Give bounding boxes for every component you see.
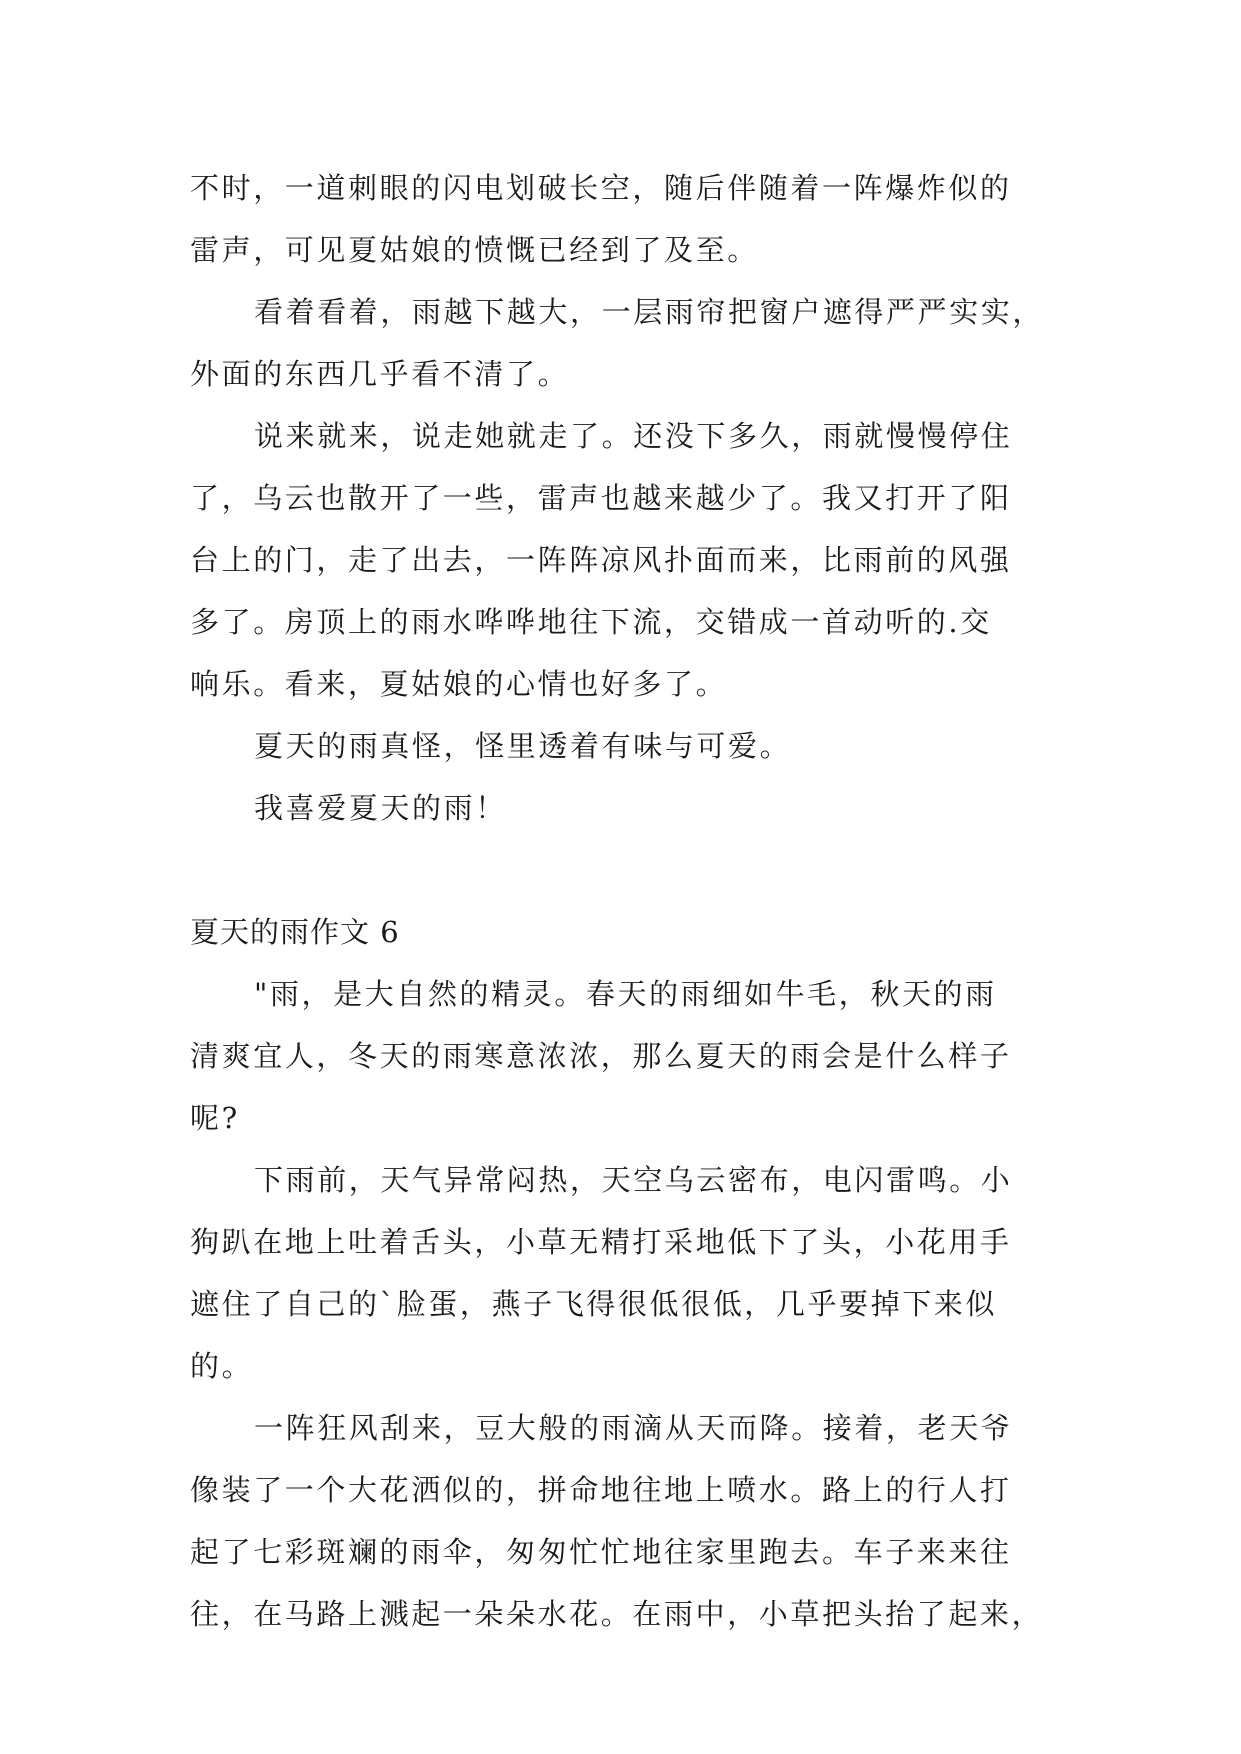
text-line: 看着看着，雨越下越大，一层雨帘把窗户遮得严严实实， (254, 295, 1045, 329)
text-line: 往，在马路上溅起一朵朵水花。在雨中，小草把头抬了起来， (190, 1597, 1044, 1631)
text-line: 一阵狂风刮来，豆大般的雨滴从天而降。接着，老天爷 (254, 1411, 1013, 1445)
text-line: 不时，一道刺眼的闪电划破长空，随后伴随着一阵爆炸似的 (190, 171, 1012, 205)
text-line: 了，乌云也散开了一些，雷声也越来越少了。我又打开了阳 (190, 481, 1012, 515)
paragraph (190, 405, 1062, 715)
paragraph (190, 281, 1062, 405)
paragraph (190, 715, 1062, 777)
text-line: 外面的东西几乎看不清了。 (190, 357, 570, 391)
text-line: 起了七彩斑斓的雨伞，匆匆忙忙地往家里跑去。车子来来往 (190, 1535, 1012, 1569)
text-line: 说来就来，说走她就走了。还没下多久，雨就慢慢停住 (254, 419, 1013, 453)
document-page (190, 157, 1062, 1645)
text-line: 我喜爱夏天的雨！ (254, 791, 507, 825)
paragraph (190, 1397, 1062, 1645)
section-gap (190, 839, 1062, 901)
section-title: 夏天的雨作文 6 (190, 915, 400, 949)
text-line: 的。 (190, 1349, 254, 1383)
paragraph (190, 1149, 1062, 1397)
paragraph (190, 157, 1062, 281)
text-line: 响乐。看来，夏姑娘的心情也好多了。 (190, 667, 728, 701)
text-line: "雨，是大自然的精灵。春天的雨细如牛毛，秋天的雨 (254, 977, 997, 1011)
text-line: 多了。房顶上的雨水哗哗地往下流，交错成一首动听的.交 (190, 605, 992, 639)
text-line: 下雨前，天气异常闷热，天空乌云密布，电闪雷鸣。小 (254, 1163, 1013, 1197)
text-line: 遮住了自己的`脸蛋，燕子飞得很低很低，几乎要掉下来似 (190, 1287, 998, 1321)
text-line: 清爽宜人，冬天的雨寒意浓浓，那么夏天的雨会是什么样子 (190, 1039, 1012, 1073)
paragraph (190, 963, 1062, 1149)
paragraph (190, 777, 1062, 839)
text-line: 雷声，可见夏姑娘的愤慨已经到了及至。 (190, 233, 759, 267)
text-line: 呢? (190, 1101, 240, 1135)
text-line: 台上的门，走了出去，一阵阵凉风扑面而来，比雨前的风强 (190, 543, 1012, 577)
text-line: 夏天的雨真怪，怪里透着有味与可爱。 (254, 729, 792, 763)
text-line: 狗趴在地上吐着舌头，小草无精打采地低下了头，小花用手 (190, 1225, 1012, 1259)
text-line: 像装了一个大花洒似的，拼命地往地上喷水。路上的行人打 (190, 1473, 1012, 1507)
